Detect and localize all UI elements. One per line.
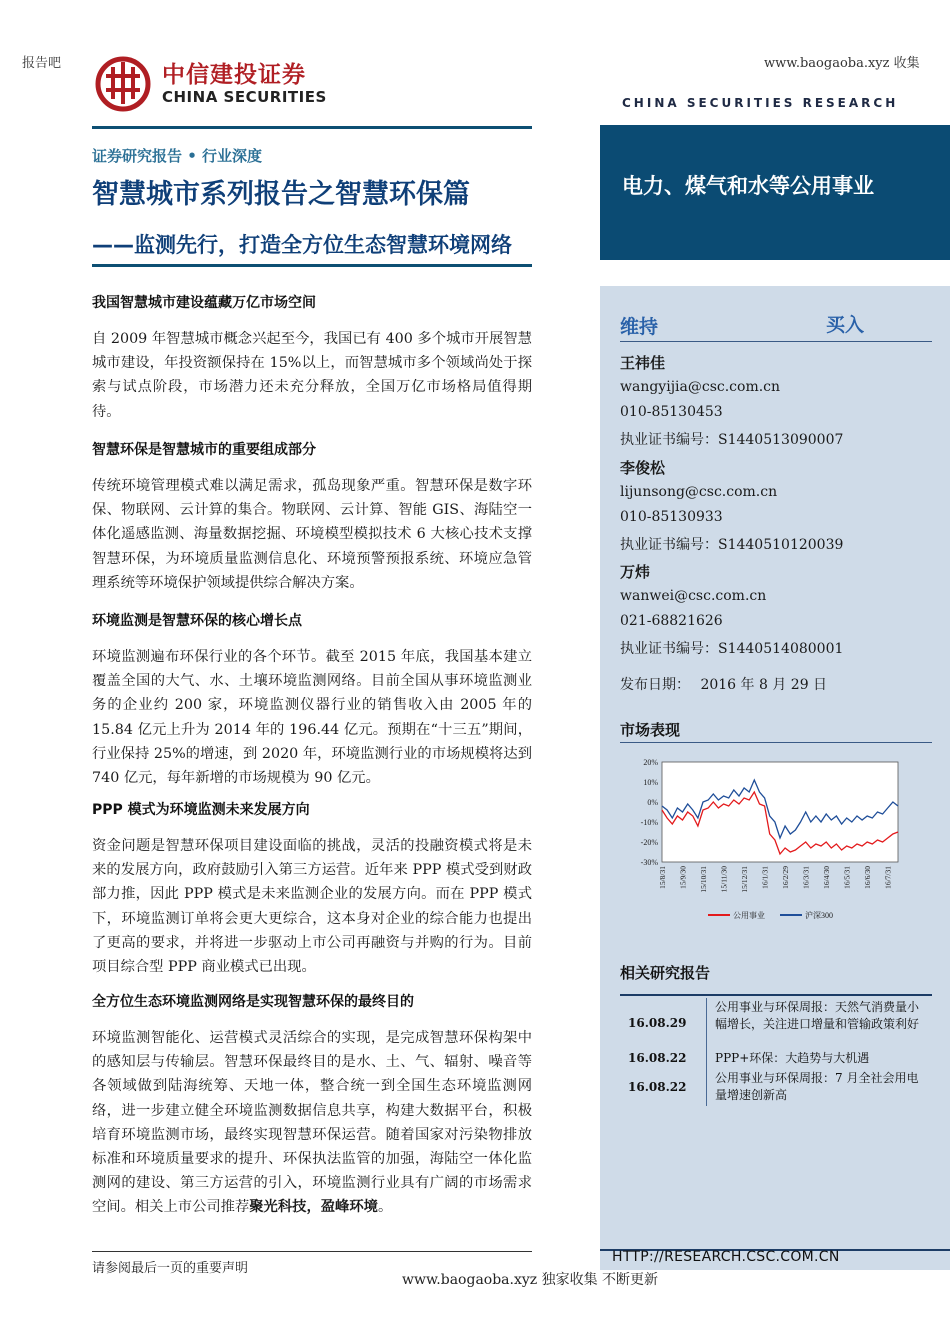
analyst-email[interactable]: wangyijia@csc.com.cn xyxy=(620,379,781,395)
x-tick-label: 16/4/30 xyxy=(822,866,832,889)
rating-value: 买入 xyxy=(826,314,865,336)
related-date: 16.08.29 xyxy=(628,1016,687,1030)
legend-label: 公用事业 xyxy=(733,911,765,920)
analyst-name: 李俊松 xyxy=(620,459,666,477)
x-tick-label: 16/3/31 xyxy=(801,866,811,889)
y-tick-label: 0% xyxy=(647,798,658,807)
section-text xyxy=(92,1026,532,1220)
y-tick-label: -30% xyxy=(640,858,658,867)
logo-cn-name: 中信建投证券 xyxy=(162,62,306,88)
related-heading: 相关研究报告 xyxy=(620,964,711,982)
section-text-end: 。 xyxy=(377,1199,393,1216)
publish-date: 2016 年 8 月 29 日 xyxy=(700,677,828,693)
section-heading: PPP 模式为环境监测未来发展方向 xyxy=(92,802,310,818)
section-text: 自 2009 年智慧城市概念兴起至今，我国已有 400 多个城市开展智慧城市建设，年投资额保持在 15%以上，而智慧城市多个领域尚处于探索与试点阶段，市场潜力还未充分释放，全国万亿市场格局值得期待。 xyxy=(92,331,532,420)
analyst-phone: 021-68821626 xyxy=(620,613,723,629)
related-column-divider xyxy=(706,998,707,1106)
recommended-stocks: 聚光科技，盈峰环境 xyxy=(249,1199,378,1216)
section-heading: 我国智慧城市建设蕴藏万亿市场空间 xyxy=(92,295,316,311)
top-right-watermark: www.baogaoba.xyz 收集 xyxy=(764,56,920,71)
title-divider xyxy=(92,264,532,267)
x-tick-label: 15/10/31 xyxy=(699,866,709,893)
sector-title: 电力、煤气和水等公用事业 xyxy=(622,174,874,198)
related-title[interactable]: 公用事业与环保周报：7 月全社会用电量增速创新高 xyxy=(715,1071,919,1102)
x-tick-label: 15/8/31 xyxy=(658,866,667,889)
x-tick-label: 15/11/30 xyxy=(719,866,729,893)
analyst-cert: 执业证书编号：S1440513090007 xyxy=(620,432,844,448)
header-divider xyxy=(92,126,532,129)
analyst-cert: 执业证书编号：S1440514080001 xyxy=(620,641,844,657)
section-text: 资金问题是智慧环保项目建设面临的挑战，灵活的投融资模式将是未来的发展方向，政府鼓励引入第三方运营。近年来 PPP 模式受到财政部力推，因此 PPP 模式是未来监测企业的发展方向。而在 PPP 模式下，环境监测订单将会更大更综合，这本身对企业的综合能力也提出了更高的要求，并将进一步驱动上市公司再融资与并购的行为。目前项目综合型 PPP 商业模式已出现。 xyxy=(92,838,532,976)
section-final-goal xyxy=(92,991,532,1220)
y-tick-label: 10% xyxy=(643,778,658,787)
analyst-email[interactable]: wanwei@csc.com.cn xyxy=(620,588,767,604)
report-subtitle: ——监测先行，打造全方位生态智慧环境网络 xyxy=(92,233,512,257)
related-date: 16.08.22 xyxy=(628,1080,687,1094)
analyst-phone: 010-85130453 xyxy=(620,404,723,420)
report-type: 证券研究报告 • 行业深度 xyxy=(92,147,263,165)
section-text: 传统环境管理模式难以满足需求，孤岛现象严重。智慧环保是数字环保、物联网、云计算的集合。物联网、云计算、智能 GIS、海陆空一体化遥感监测、海量数据挖掘、环境模型模拟技术 6 大核心技术支撑智慧环保，为环境质量监测信息化、环境预警预报系统、环境应急管理系统等环境保护领域提供综合解决方案。 xyxy=(92,478,532,591)
section-smart-env xyxy=(92,439,532,595)
x-tick-label: 16/6/30 xyxy=(863,866,873,889)
market-performance-chart xyxy=(620,752,920,932)
plot-area xyxy=(662,762,898,862)
section-text-main: 环境监测智能化、运营模式灵活综合的实现，是完成智慧环保构架中的感知层与传输层。智慧环保最终目的是水、土、气、辐射、噪音等各领域做到陆海统筹、天地一体，整合统一到全国生态环境监测网络，进一步建立健全环境监测数据信息共享，构建大数据平台，积极培育环境监测市场，最终实现智慧环保运营。随着国家对污染物排放标准和环境质量要求的提升、环保执法监管的加强，海陆空一体化监测网的建设、第三方运营的引入，环境监测行业具有广阔的市场需求空间。相关上市公司推荐 xyxy=(92,1030,532,1216)
rating-divider xyxy=(620,341,932,342)
related-date: 16.08.22 xyxy=(628,1051,687,1065)
x-tick-label: 15/12/31 xyxy=(740,866,750,893)
publish-label: 发布日期： xyxy=(620,677,690,693)
footer-note: 请参阅最后一页的重要声明 xyxy=(92,1261,249,1276)
market-divider xyxy=(620,742,932,743)
related-divider xyxy=(620,994,932,996)
section-monitoring xyxy=(92,610,532,790)
section-heading: 智慧环保是智慧城市的重要组成部分 xyxy=(92,442,316,458)
x-tick-label: 16/2/29 xyxy=(781,866,791,889)
section-heading: 环境监测是智慧环保的核心增长点 xyxy=(92,613,302,629)
section-ppp xyxy=(92,799,532,979)
logo-en-name: CHINA SECURITIES xyxy=(162,88,327,106)
legend-label: 沪深300 xyxy=(805,911,833,920)
analyst-email[interactable]: lijunsong@csc.com.cn xyxy=(620,484,778,500)
company-logo xyxy=(92,54,332,112)
rating-label: 维持 xyxy=(620,316,659,338)
footer-url[interactable]: HTTP://RESEARCH.CSC.COM.CN xyxy=(612,1249,840,1265)
report-title: 智慧城市系列报告之智慧环保篇 xyxy=(92,179,470,210)
y-tick-label: -20% xyxy=(640,838,658,847)
analyst-cert: 执业证书编号：S1440510120039 xyxy=(620,537,844,553)
x-tick-label: 15/9/30 xyxy=(678,866,688,889)
market-heading: 市场表现 xyxy=(620,721,681,739)
related-title[interactable]: 公用事业与环保周报：天然气消费量小幅增长，关注进口增量和管输政策利好 xyxy=(715,1000,920,1031)
publish-date-row xyxy=(620,674,827,694)
x-tick-label: 16/7/31 xyxy=(883,866,893,889)
analyst-phone: 010-85130933 xyxy=(620,509,723,525)
analyst-name: 万炜 xyxy=(620,563,651,581)
x-tick-label: 16/5/31 xyxy=(842,866,852,889)
section-market-space xyxy=(92,292,532,424)
top-left-watermark: 报告吧 xyxy=(22,56,62,71)
footer-divider xyxy=(92,1251,532,1252)
y-tick-label: 20% xyxy=(643,758,658,767)
analyst-name: 王祎佳 xyxy=(620,354,666,372)
bottom-watermark: www.baogaoba.xyz 独家收集 不断更新 xyxy=(402,1272,659,1288)
section-heading: 全方位生态环境监测网络是实现智慧环保的最终目的 xyxy=(92,994,414,1010)
y-tick-label: -10% xyxy=(640,818,658,827)
x-tick-label: 16/1/31 xyxy=(760,866,770,889)
related-title[interactable]: PPP+环保：大趋势与大机遇 xyxy=(715,1051,870,1065)
logo-emblem-icon xyxy=(92,54,154,112)
research-label: CHINA SECURITIES RESEARCH xyxy=(622,96,899,110)
section-text: 环境监测遍布环保行业的各个环节。截至 2015 年底，我国基本建立覆盖全国的大气、水、土壤环境监测网络。目前全国从事环境监测业务的企业约 200 家，环境监测仪器行业的销售收入由 2005 年的 15.84 亿元上升为 2014 年的 196.44 亿元。预期在“十三五”期间，行业保持 25%的增速，到 2020 年，环境监测行业的市场规模将达到 740 亿元，每年新增的市场规模为 90 亿元。 xyxy=(92,649,532,787)
